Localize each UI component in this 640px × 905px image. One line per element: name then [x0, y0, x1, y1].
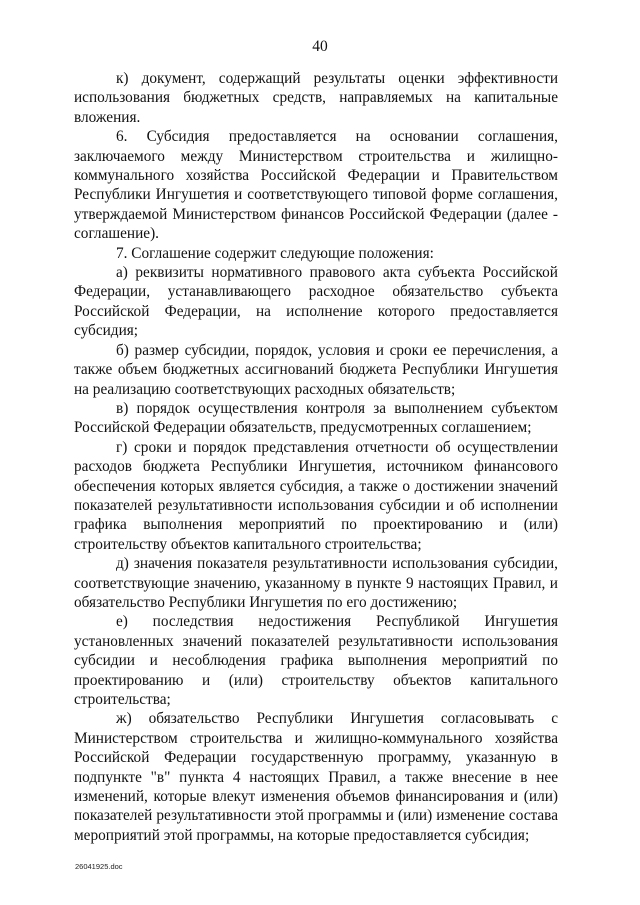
paragraph-item-b: б) размер субсидии, порядок, условия и сроки ее перечисления, а также объем бюджетных ассигнований бюджета Республики Ингушетия на реализацию соответствующих расходных обязательств; — [74, 341, 558, 398]
paragraph-clause-7: 7. Соглашение содержит следующие положения: — [116, 244, 434, 262]
paragraph-item-a: а) реквизиты нормативного правового акта субъекта Российской Федерации, устанавливающего расходное обязательство субъекта Российской Федерации, на исполнение которого предоставляется субсидия; — [74, 264, 558, 340]
paragraph-item-k: к) документ, содержащий результаты оценки эффективности использования бюджетных средств, направляемых на капитальные вложения. — [74, 70, 558, 126]
paragraph-item-g: г) сроки и порядок представления отчетности об осуществлении расходов бюджета Республики Ингушетия, источником финансового обеспечения которых является субсидия, а также о достижении значений показателей результативности использования субсидии и об исполнении графика выполнения мероприятий по проектированию и (или) строительству объектов капитального строительства; — [74, 438, 558, 553]
file-name-footer: 26041925.doc — [75, 862, 123, 871]
paragraph-item-d: д) значения показателя результативности использования субсидии, соответствующие значению, указанному в пункте 9 настоящих Правил, и обязательство Республики Ингушетия по его достижению; — [74, 555, 558, 611]
page-number: 40 — [312, 38, 328, 55]
document-body — [74, 69, 558, 845]
paragraph-clause-6: 6. Субсидия предоставляется на основании соглашения, заключаемого между Министерством строительства и жилищно-коммунального хозяйства Российской Федерации и Правительством Республики Ингушетия и соответствующего типовой форме соглашения, утверждаемой Министерством финансов Российской Федерации (далее - соглашение). — [74, 128, 558, 243]
paragraph-item-zh: ж) обязательство Республики Ингушетия согласовывать с Министерством строительства и жилищно-коммунального хозяйства Российской Федерации государственную программу, указанную в подпункте "в" пункта 4 настоящих Правил, а также внесение в нее изменений, которые влекут изменения объемов финансирования и (или) показателей результативности этой программы и (или) изменение состава мероприятий этой программы, на которые предоставляется субсидия; — [74, 710, 558, 844]
paragraph-item-e: е) последствия недостижения Республикой Ингушетия установленных значений показателей результативности использования субсидии и несоблюдения графика выполнения мероприятий по проектированию и (или) строительству объектов капитального строительства; — [74, 613, 558, 708]
paragraph-item-v: в) порядок осуществления контроля за выполнением субъектом Российской Федерации обязательств, предусмотренных соглашением; — [74, 399, 558, 437]
